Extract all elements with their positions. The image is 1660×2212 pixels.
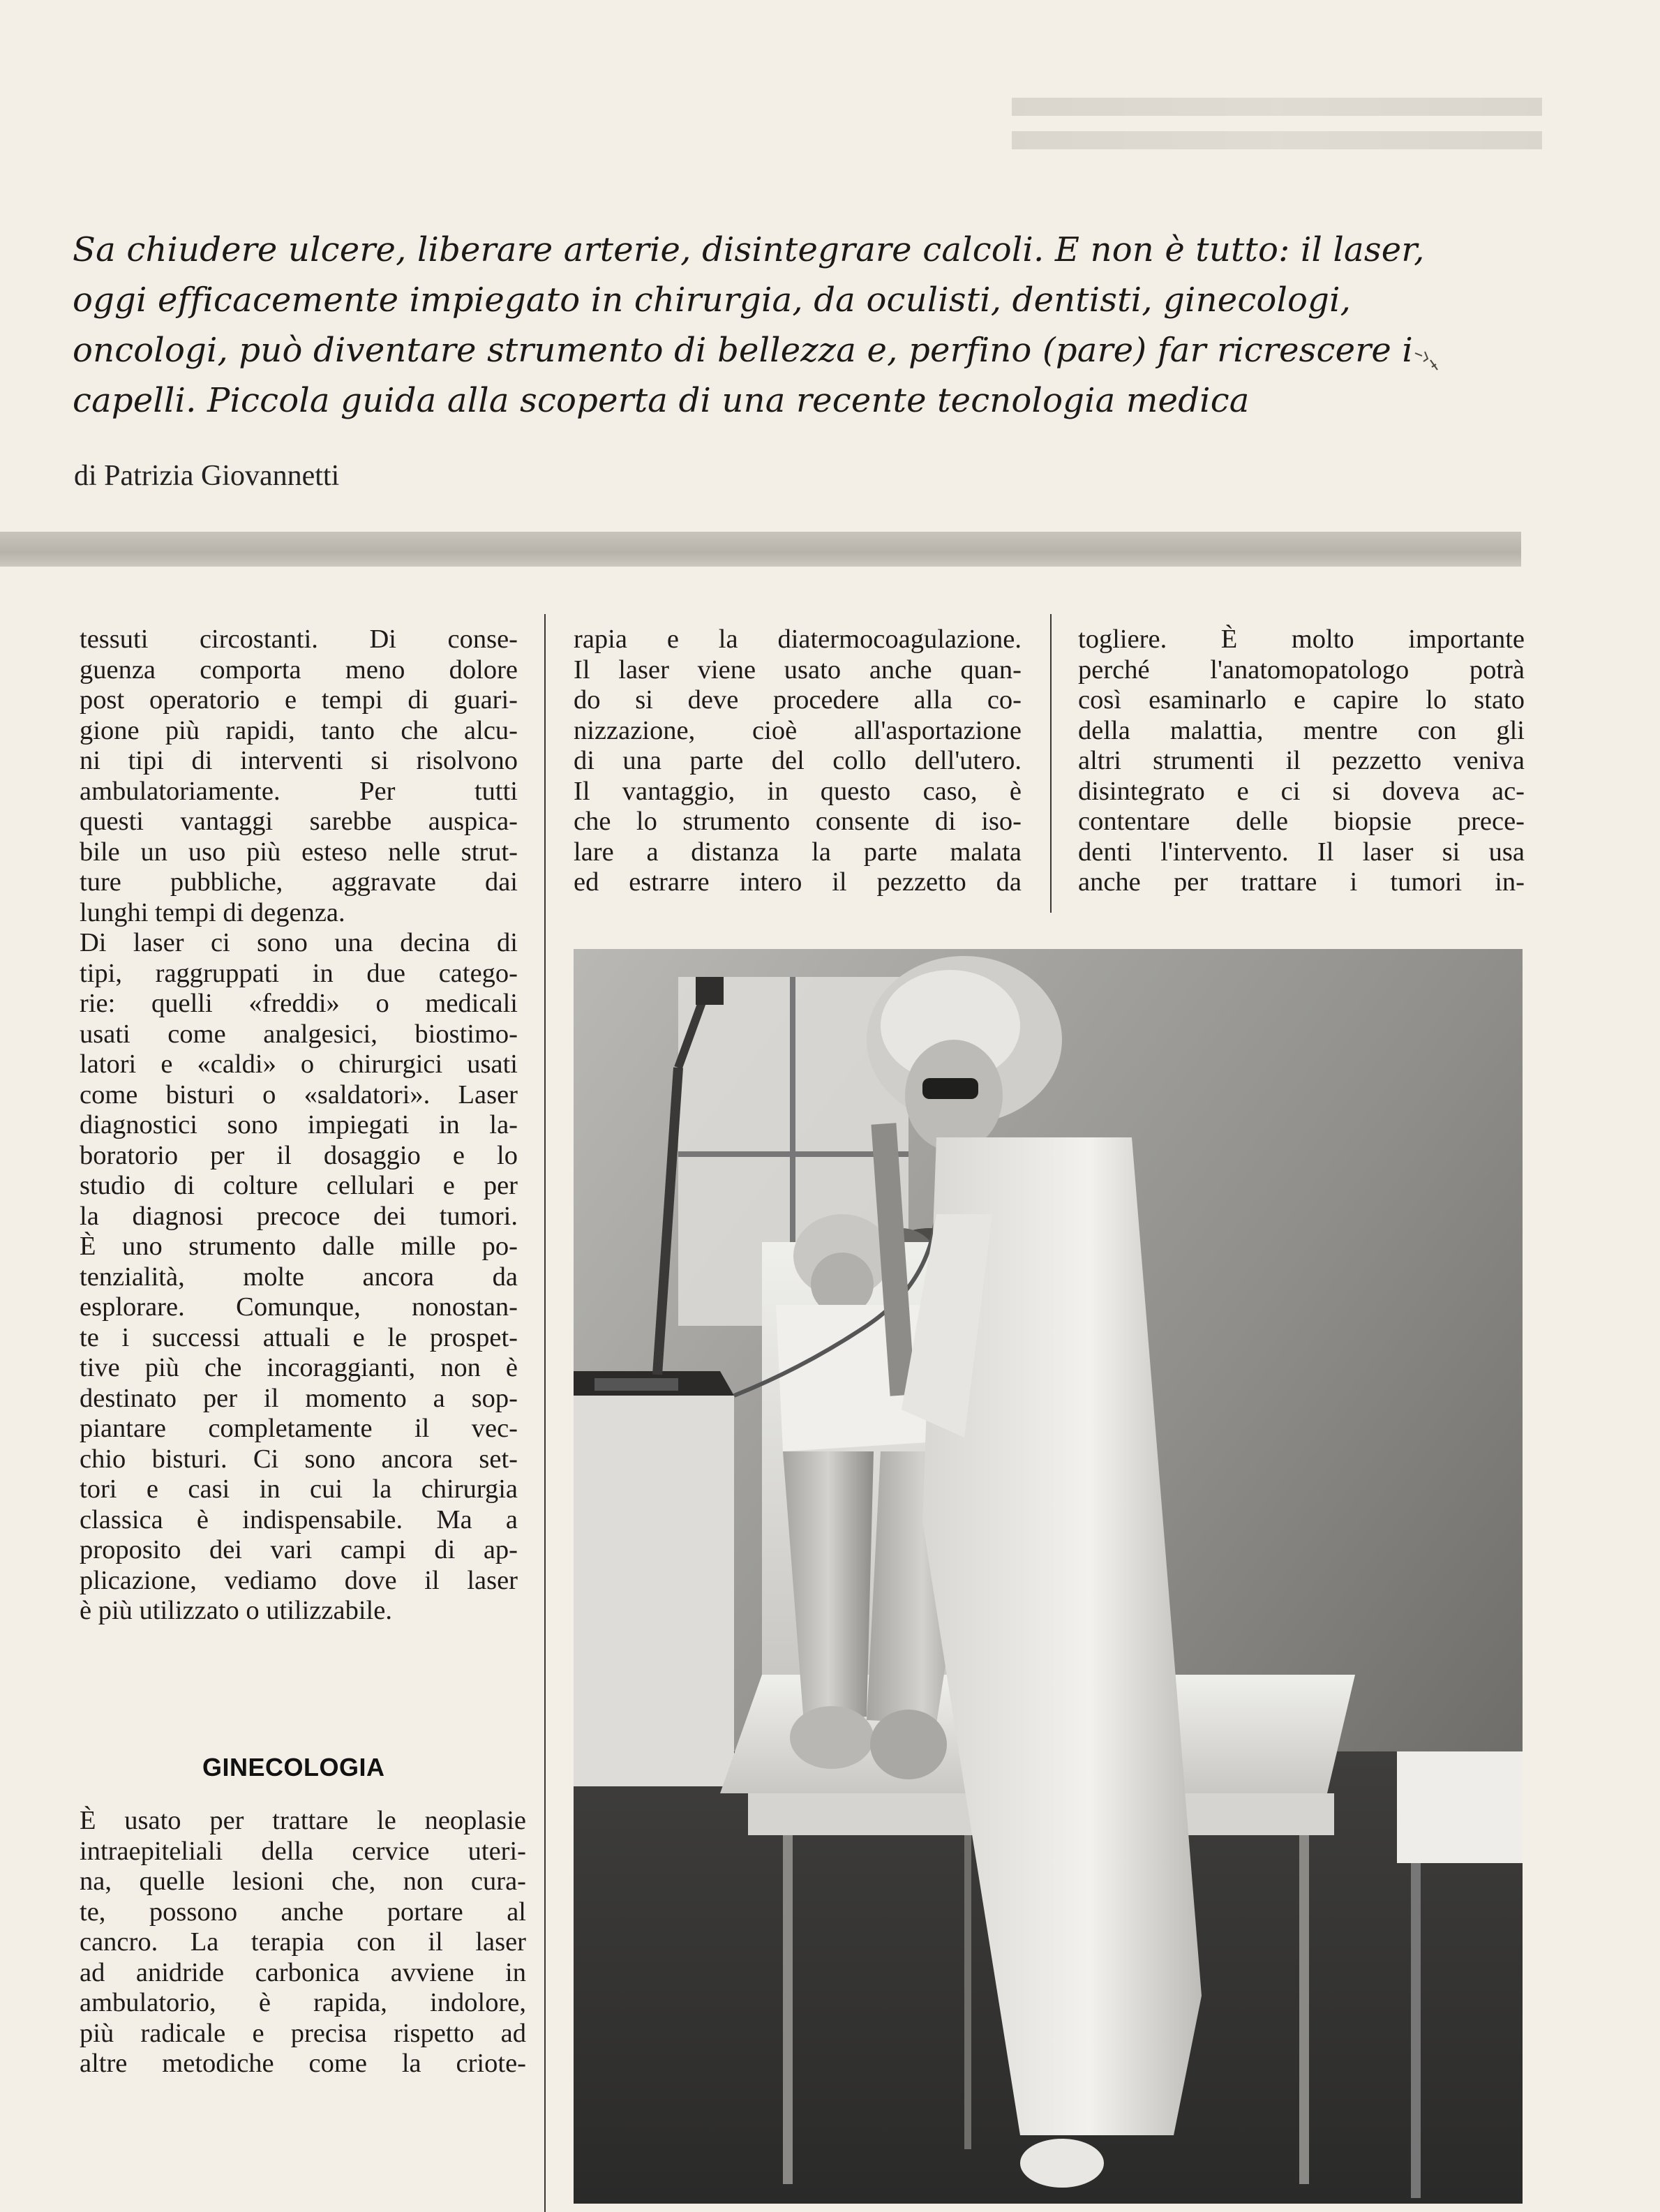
body-line: gione più rapidi, tanto che alcu- [80, 715, 518, 745]
author-byline: di Patrizia Giovannetti [74, 460, 340, 492]
body-line: plicazione, vediamo dove il laser [80, 1565, 518, 1595]
body-line: così esaminarlo e capire lo stato [1078, 685, 1525, 715]
body-line: come bisturi o «saldatori». Laser [80, 1079, 518, 1109]
text-column-2 [574, 625, 1022, 898]
body-line: tipi, raggruppati in due catego- [80, 958, 518, 988]
article-standfirst [73, 225, 1425, 426]
body-line: classica è indispensabile. Ma a [80, 1504, 518, 1534]
standfirst-line: Sa chiudere ulcere, liberare arterie, disintegrare calcoli. E non è tutto: il laser, [73, 230, 1425, 269]
body-line: questi vantaggi sarebbe auspica- [80, 807, 518, 836]
body-line: la diagnosi precoce dei tumori. [80, 1201, 518, 1231]
body-line: post operatorio e tempi di guari- [80, 685, 518, 715]
body-line: È usato per trattare le neoplasie [80, 1806, 526, 1835]
body-line: guenza comporta meno dolore [80, 655, 518, 685]
body-line: piantare completamente il vec- [80, 1414, 518, 1443]
body-line: più radicale e precisa rispetto ad [80, 2018, 526, 2048]
body-line: ad anidride carbonica avviene in [80, 1957, 526, 1987]
section-divider-band [0, 532, 1521, 567]
body-line: do si deve procedere alla co- [574, 685, 1022, 715]
body-line: te i successi attuali e le prospet- [80, 1322, 518, 1352]
body-line: togliere. È molto importante [1078, 625, 1525, 654]
standfirst-line: oncologi, può diventare strumento di bellezza e, perfino (pare) far ricrescere i [73, 331, 1413, 370]
body-line: cancro. La terapia con il laser [80, 1927, 526, 1957]
body-line: disintegrato e ci si doveva ac- [1078, 776, 1525, 806]
pencil-mark [1412, 349, 1440, 373]
body-line: te, possono anche portare al [80, 1897, 526, 1927]
text-column-1 [80, 625, 518, 1627]
body-line: ambulatoriamente. Per tutti [80, 776, 518, 806]
body-line: di una parte del collo dell'utero. [574, 746, 1022, 775]
body-line: che lo strumento consente di iso- [574, 807, 1022, 836]
body-line: È uno strumento dalle mille po- [80, 1232, 518, 1261]
body-line: della malattia, mentre con gli [1078, 715, 1525, 745]
body-line: boratorio per il dosaggio e lo [80, 1140, 518, 1170]
column-rule [1050, 614, 1052, 913]
body-line: denti l'intervento. Il laser si usa [1078, 837, 1525, 867]
body-line: usati come analgesici, biostimo- [80, 1019, 518, 1049]
section-heading: GINECOLOGIA [202, 1753, 385, 1781]
text-column-1-continued [80, 1806, 526, 2079]
body-line: altri strumenti il pezzetto veniva [1078, 746, 1525, 775]
body-line: tenzialità, molte ancora da [80, 1262, 518, 1292]
body-line: tive più che incoraggianti, non è [80, 1353, 518, 1382]
standfirst-line: oggi efficacemente impiegato in chirurgia, da oculisti, dentisti, ginecologi, [73, 281, 1352, 320]
body-line: Di laser ci sono una decina di [80, 928, 518, 957]
bleed-through-header [1012, 98, 1542, 174]
text-column-3 [1078, 625, 1525, 898]
body-line: proposito dei vari campi di ap- [80, 1535, 518, 1564]
body-line: studio di colture cellulari e per [80, 1171, 518, 1200]
body-line: tessuti circostanti. Di conse- [80, 625, 518, 654]
body-line: nizzazione, cioè all'asportazione [574, 715, 1022, 745]
body-line: perché l'anatomopatologo potrà [1078, 655, 1525, 685]
body-line: Il laser viene usato anche quan- [574, 655, 1022, 685]
body-line: altre metodiche come la criote- [80, 2049, 526, 2078]
body-line: ture pubbliche, aggravate dai [80, 867, 518, 897]
body-line: esplorare. Comunque, nonostan- [80, 1292, 518, 1322]
body-line: ed estrarre intero il pezzetto da [574, 867, 1022, 897]
body-line: tori e casi in cui la chirurgia [80, 1474, 518, 1504]
body-line: rie: quelli «freddi» o medicali [80, 989, 518, 1018]
column-rule [544, 614, 546, 2212]
body-line: anche per trattare i tumori in- [1078, 867, 1525, 897]
body-line: intraepiteliali della cervice uteri- [80, 1836, 526, 1866]
body-line: lunghi tempi di degenza. [80, 897, 345, 927]
body-line: ambulatorio, è rapida, indolore, [80, 1988, 526, 2017]
body-line: lare a distanza la parte malata [574, 837, 1022, 867]
body-line: destinato per il momento a sop- [80, 1383, 518, 1413]
body-line: chio bisturi. Ci sono ancora set- [80, 1444, 518, 1474]
body-line: rapia e la diatermocoagulazione. [574, 625, 1022, 654]
body-line: contentare delle biopsie prece- [1078, 807, 1525, 836]
body-line: bile un uso più esteso nelle strut- [80, 837, 518, 867]
body-line: na, quelle lesioni che, non cura- [80, 1867, 526, 1896]
standfirst-line: capelli. Piccola guida alla scoperta di una recente tecnologia medica [73, 381, 1250, 420]
body-line: è più utilizzato o utilizzabile. [80, 1596, 392, 1625]
body-line: diagnostici sono impiegati in la- [80, 1110, 518, 1139]
body-line: ni tipi di interventi si risolvono [80, 746, 518, 775]
body-line: Il vantaggio, in questo caso, è [574, 776, 1022, 806]
laser-treatment-photo [574, 949, 1523, 2204]
body-line: latori e «caldi» o chirurgici usati [80, 1049, 518, 1079]
